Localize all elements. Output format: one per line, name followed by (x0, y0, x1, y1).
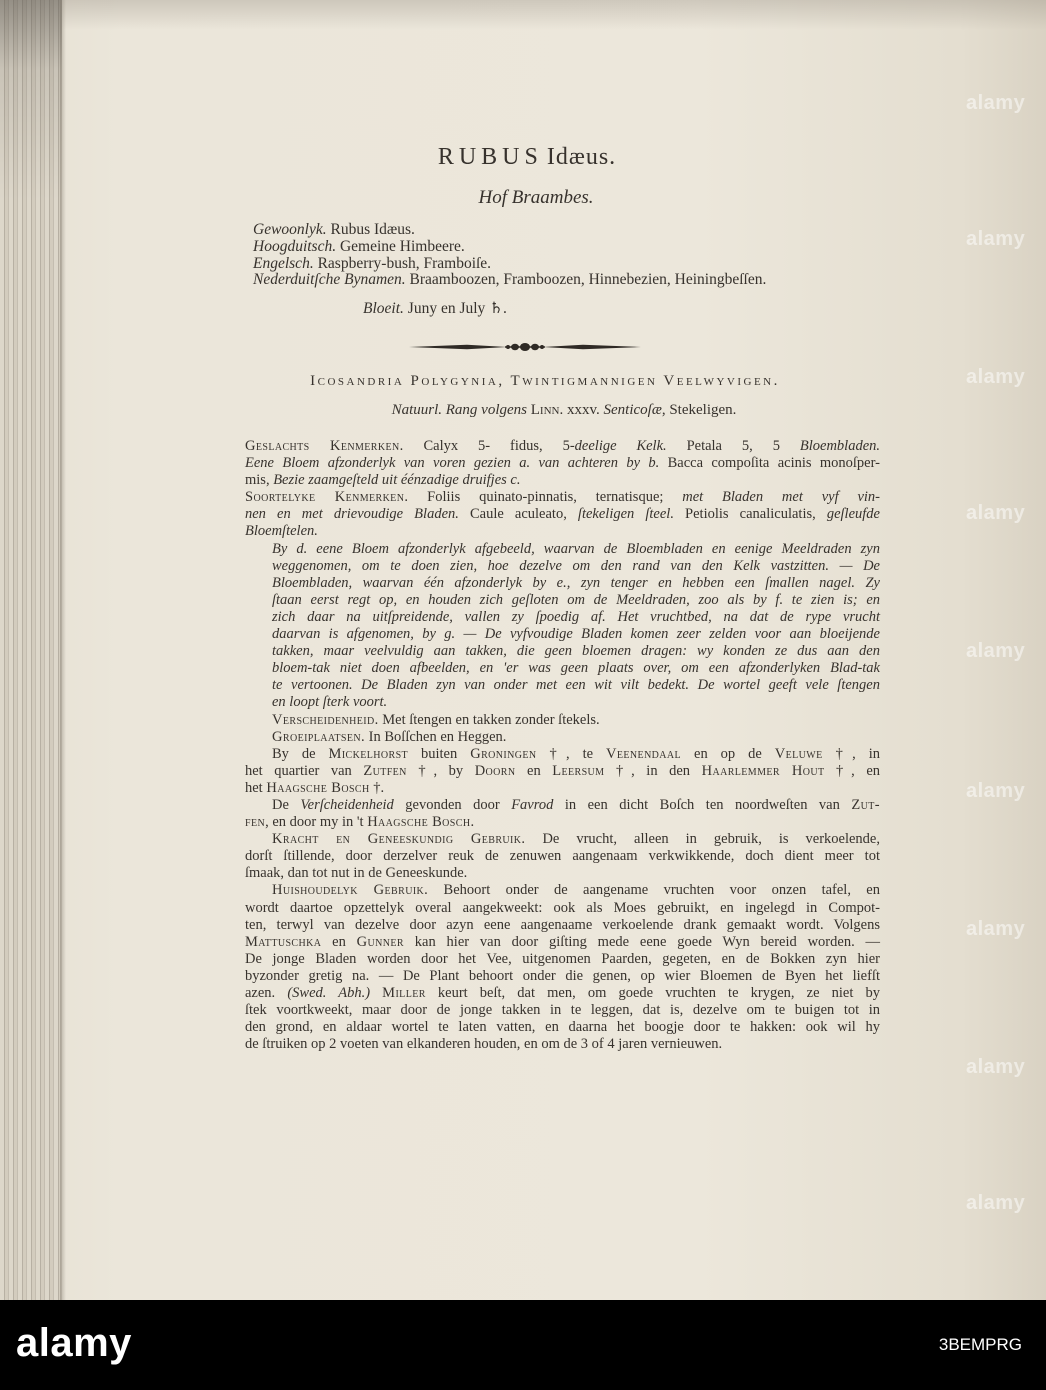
text-line (245, 523, 880, 540)
text-run: bloem-tak niet doen afbeelden, en 'er was geen plaats over, om een afzonderlyken Blad-tak (272, 660, 880, 677)
text-run: dorſt ſtillende, door derzelver reuk de zenuwen aangenaam verkwikkende, doch dient meer tot (245, 848, 880, 865)
paragraph (245, 882, 880, 1053)
name-label: Engelsch. (253, 254, 314, 272)
watermark-text: alamy (966, 92, 1026, 114)
name-label: Hoogduitsch. (253, 237, 337, 255)
text-run: †, te (536, 745, 607, 762)
page-title (327, 142, 727, 175)
text-run: Petala 5, 5 (666, 438, 800, 454)
paragraph (245, 746, 880, 797)
ornament-bead (531, 344, 539, 350)
rank-prefix: Natuurl. Rang volgens (391, 402, 531, 418)
text-run: byzonder gretig na. — De Plant behoort onder die genen, op wier Bloemen de Byen het liefſt (245, 967, 880, 984)
text-run: Mickelhorst (328, 745, 409, 762)
text-run: wordt daartoe opzettelyk overal aangekweekt: ook als Moes gebruikt, en ingelegd in Compot- (245, 899, 880, 916)
ornament-divider (409, 340, 641, 354)
text-run: de ſtruiken op 2 voeten van elkanderen houden, en om de 3 of 4 jaren vernieuwen. (245, 1036, 723, 1053)
text-line (245, 1002, 880, 1019)
text-run: †, in den (604, 762, 702, 779)
text-run: fen (245, 814, 266, 831)
image-id: 3BEMPRG (938, 1335, 1022, 1354)
paragraph (245, 489, 880, 540)
text-line (245, 934, 880, 951)
top-shade (60, 0, 1046, 30)
text-line (245, 626, 880, 643)
name-row (253, 256, 766, 273)
text-line (245, 900, 880, 917)
text-line (245, 694, 880, 711)
linnaean-class: Icosandria Polygynia, Twintigmannigen Veelwyvigen. (310, 373, 780, 389)
text-run: weggenomen, om te doen zien, hoe dezelve om den rand van den Kelk vastzitten. — De (272, 557, 880, 574)
text-run: kan hier van door giſting mede eene goede Wyn bereid worden. — (403, 933, 880, 950)
text-run: , en door my in 't (265, 814, 368, 831)
ornament-dot (506, 345, 510, 349)
flowering-line (363, 300, 507, 318)
text-line (245, 814, 880, 831)
text-line (245, 592, 880, 609)
text-line (245, 472, 880, 489)
text-run: Groningen (470, 745, 537, 762)
watermark-text: alamy (966, 1192, 1026, 1214)
text-line (245, 968, 880, 985)
name-value: Rubus Idæus. (326, 221, 415, 238)
name-value: Gemeine Himbeere. (336, 237, 465, 255)
text-line (245, 865, 880, 882)
book-page-edges (0, 0, 62, 1300)
text-run: †, en (824, 762, 881, 779)
text-run: Haagsche Bosch (266, 779, 370, 796)
text-line (245, 1036, 880, 1053)
text-run: gevonden door (393, 796, 512, 813)
alamy-logo: alamy (16, 1321, 132, 1365)
species-name: Idæus. (546, 144, 617, 170)
paragraph (245, 438, 880, 489)
text-run: Caule aculeato, (458, 506, 578, 523)
paragraph (245, 729, 880, 746)
text-run: takken, maar veelvuldig aan takken, die geen bloemen dragen: wy konden ze dus aan den (272, 643, 880, 660)
text-run: Haarlemmer Hout (701, 762, 825, 779)
text-run: Verscheidenheid. (272, 711, 379, 728)
text-run: azen. (245, 985, 288, 1001)
watermark-banner (0, 1300, 1046, 1390)
text-line (245, 609, 880, 626)
text-run: Soortelyke Kenmerken. (245, 489, 409, 506)
text-run: Eene Bloem afzonderlyk van voren gezien a. van achteren by b. (245, 455, 660, 472)
gutter-shadow (60, 0, 66, 1300)
watermark-text: alamy (966, 1056, 1026, 1078)
rank-number: xxxv. (563, 402, 604, 418)
article-body (245, 438, 880, 1053)
text-run: deelige Kelk. (574, 438, 667, 454)
name-row (253, 222, 766, 239)
paragraph (245, 831, 880, 882)
text-run: †, in (822, 745, 881, 762)
text-run: ſtek voortkweekt, maar door de jonge takken in te leggen, dat is, dezelve om te buigen tot in (245, 1002, 880, 1019)
text-run: zich daar na uitſpreidende, vallen zy ſpoedig af. Het vruchtbed, na dat de rype vrucht (272, 608, 880, 625)
text-run: Bloembladen, waarvan één afzonderlyk by e., zyn tenger en hebben een ſmallen nagel. Zy (272, 574, 880, 591)
text-run: De vrucht, alleen in gebruik, is verkoelende, (525, 831, 880, 848)
name-label: Gewoonlyk. (253, 221, 327, 238)
text-run: †. (369, 779, 385, 796)
text-run: mis, (245, 472, 274, 489)
watermark-text: alamy (966, 918, 1026, 940)
rank-order-latin: Senticoſæ (603, 402, 662, 418)
text-run: en op de (681, 745, 775, 762)
text-run: Veluwe (774, 745, 823, 762)
text-line (245, 643, 880, 660)
text-run: Favrod (511, 796, 554, 813)
natural-rank (364, 401, 764, 420)
text-run: Calyx 5- fidus, 5- (403, 438, 575, 454)
text-run: daarvan is afgenomen, by g. — De vyfvoudige Bladen komen zeer zelden voor aan bloeijende (272, 626, 880, 643)
text-run: By de (272, 745, 329, 762)
paragraph (245, 541, 880, 712)
text-run: Miller (382, 985, 426, 1001)
watermark-text: alamy (966, 780, 1026, 802)
text-line (245, 763, 880, 780)
text-run: (Swed. Abh.) (287, 985, 383, 1001)
text-line (245, 848, 880, 865)
text-line (245, 951, 880, 968)
ornament-stroke-right (543, 345, 641, 349)
genus-name: RUBUS (437, 144, 543, 170)
text-line (245, 677, 880, 694)
vernacular-names (253, 222, 766, 289)
text-run: Geslachts Kenmerken. (245, 438, 404, 454)
text-run: met Bladen met vyf vin- (682, 489, 880, 506)
text-line (245, 831, 880, 848)
text-run: nen en met drievoudige Bladen. (245, 506, 459, 523)
text-line (245, 882, 880, 899)
text-run: den grond, en aldaar wortel te laten vatten, en daarna het boogje door te hakken: ook wil hy (245, 1019, 880, 1036)
rank-order-dutch: , Stekeligen. (661, 402, 737, 418)
text-run: Gunner (356, 933, 404, 950)
ornament-dot (540, 345, 544, 349)
text-run: Haagsche Bosch (367, 814, 471, 831)
text-run: ſtaan eerst regt op, en houden zich geſloten om de Meeldraden, zoo als by f. te zien is; en (272, 591, 880, 608)
text-run: en loopt ſterk voort. (272, 694, 388, 711)
text-run: De (272, 796, 301, 813)
flowering-value: Juny en July ♄. (403, 300, 507, 317)
text-run: en (515, 762, 553, 779)
text-run: Doorn (474, 762, 516, 779)
text-line (245, 1019, 880, 1036)
name-label: Nederduitſche Bynamen. (253, 271, 406, 289)
text-run: in een dicht Boſch ten noordweſten van (553, 796, 852, 813)
name-row (253, 272, 766, 289)
text-run: In Boſſchen en Heggen. (365, 728, 507, 745)
text-run: Veenendaal (606, 745, 682, 762)
text-line (245, 575, 880, 592)
text-line (245, 780, 880, 797)
watermark-text: alamy (966, 640, 1026, 662)
text-line (245, 455, 880, 472)
name-row (253, 239, 766, 256)
paragraph (245, 797, 880, 831)
watermark-text: alamy (966, 502, 1026, 524)
text-line (245, 917, 880, 934)
text-line (245, 746, 880, 763)
text-line (245, 660, 880, 677)
text-run: ſtekeligen ſteel. (577, 506, 674, 523)
text-line (245, 985, 880, 1002)
ornament-bead (520, 343, 530, 351)
text-line (245, 541, 880, 558)
text-run: Zutfen (363, 762, 407, 779)
text-run: Groeiplaatsen. (272, 728, 366, 745)
flowering-label: Bloeit. (363, 300, 404, 317)
text-run: Zut- (851, 796, 880, 813)
text-run: te vertoonen. De Bladen zyn van onder met een wit vilt bedekt. De wortel geeft vele ſtengen (272, 677, 880, 694)
text-run: keurt beſt, dat men, om goede vruchten te krygen, ze niet by (425, 985, 880, 1001)
text-run: ſmaak, dan tot nut in de Geneeskunde. (245, 865, 468, 882)
text-run: het (245, 779, 267, 796)
text-run: Met ſtengen en takken zonder ſtekels. (378, 711, 600, 728)
text-line (245, 797, 880, 814)
paragraph (245, 712, 880, 729)
text-run: het quartier van (245, 762, 364, 779)
text-run: Verſcheidenheid (300, 796, 394, 813)
text-line (245, 712, 880, 729)
text-line (245, 438, 880, 455)
text-run: . (470, 814, 475, 831)
name-value: Raspberry-bush, Framboiſe. (313, 254, 492, 272)
rank-author: Linn. (530, 402, 564, 418)
watermark-text: alamy (966, 228, 1026, 250)
watermark-text: alamy (966, 366, 1026, 388)
text-line (245, 558, 880, 575)
text-run: geſleufde (826, 506, 880, 523)
text-run: Bacca compoſita acinis monoſper- (659, 455, 880, 472)
text-run: en (321, 933, 357, 950)
text-run: Behoort onder de aangename vruchten voor onzen tafel, en (428, 882, 880, 899)
ornament-stroke-left (409, 345, 507, 349)
text-run: Bezie zaamgeſteld uit éénzadige druifjes c. (273, 472, 521, 489)
text-line (245, 506, 880, 523)
text-run: Huishoudelyk Gebruik. (272, 882, 429, 899)
ornament-bead (511, 344, 519, 350)
text-run: Foliis quinato-pinnatis, ternatisque; (408, 489, 683, 506)
text-run: Mattuschka (245, 933, 322, 950)
text-run: Petiolis canaliculatis, (673, 506, 827, 523)
text-run: buiten (408, 745, 471, 762)
text-run: De jonge Bladen worden door het Vee, uitgenomen Paarden, gegeten, en de Bokken zyn hier (245, 950, 880, 967)
text-run: Kracht en Geneeskundig Gebruik. (272, 831, 526, 848)
text-run: Bloembladen. (799, 438, 881, 454)
text-run: †, by (406, 762, 475, 779)
text-run: ten, terwyl van dezelve door azyn eene aangenaame verkoelende drank gemaakt wordt. Volgens (245, 916, 880, 933)
text-run: By d. eene Bloem afzonderlyk afgebeeld, waarvan de Bloembladen en eenige Meeldraden zyn (272, 540, 880, 557)
name-value: Braamboozen, Framboozen, Hinnebezien, Heiningbeſſen. (405, 271, 767, 289)
text-run: Bloemſtelen. (245, 523, 318, 540)
text-line (245, 729, 880, 746)
text-run: Leersum (552, 762, 605, 779)
dutch-name: Hof Braambes. (478, 187, 594, 208)
text-line (245, 489, 880, 506)
